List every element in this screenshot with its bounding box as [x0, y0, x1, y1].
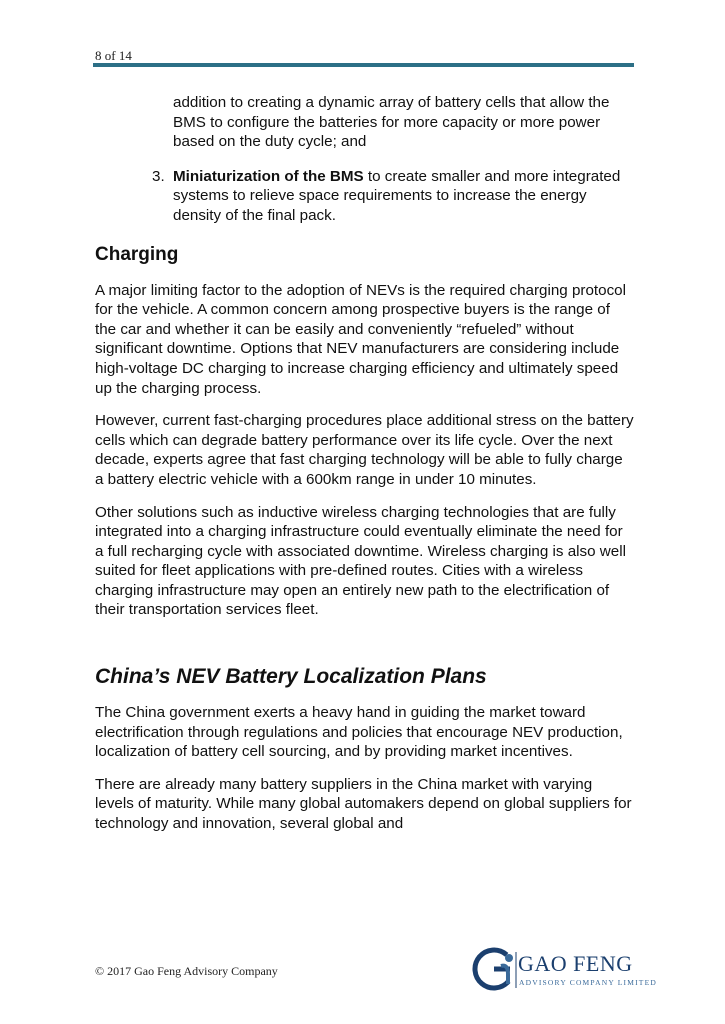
list-continuation: addition to creating a dynamic array of battery cells that allow the BMS to configure the batteries for more capacity or more power based on the duty cycle; and: [173, 94, 610, 151]
header-rule: [93, 63, 634, 67]
charging-heading: Charging: [95, 243, 179, 265]
charging-paragraph-2: However, current fast-charging procedures place additional stress on the battery cells which can degrade battery performance over its life cycle. Over the next decade, experts agree that fast charging technology will be able to fully charge a battery electric vehicle with a 600km range in under 10 minutes.: [95, 412, 634, 488]
page-number: 8 of 14: [95, 48, 132, 63]
list-item-bold: Miniaturization of the BMS: [173, 167, 364, 185]
logo-title: GAO FENG: [518, 951, 633, 976]
charging-paragraph-3: Other solutions such as inductive wireless charging technologies that are fully integrated into a charging infrastructure could eventually eliminate the need for a full recharging cycle with associated downtime. Wireless charging is also well suited for fleet applications with pre-defined routes. Cities with a wireless charging infrastructure may open an entirely new path to the electrification of their transportation services fleet.: [95, 503, 626, 619]
list-item-3: [95, 167, 635, 226]
list-item-text: to create smaller and more integrated systems to relieve space requirements to increase the energy density of the final pack.: [173, 167, 621, 224]
localization-paragraph-2: There are already many battery suppliers in the China market with varying levels of maturity. While many global automakers depend on global suppliers for technology and innovation, several global and: [95, 775, 632, 833]
logo-subtitle: ADVISORY COMPANY LIMITED: [519, 978, 657, 987]
list-number: 3.: [152, 167, 165, 185]
logo-mark-icon: [472, 946, 521, 992]
footer-copyright: © 2017 Gao Feng Advisory Company: [95, 964, 278, 978]
localization-paragraph-1: The China government exerts a heavy hand in guiding the market toward electrification through regulations and policies that encourage NEV production, localization of battery cell sourcing, and by providing market incentives.: [95, 704, 623, 761]
page-body: [95, 93, 635, 847]
charging-paragraph-1: A major limiting factor to the adoption of NEVs is the required charging protocol for the vehicle. A common concern among prospective buyers is the range of the car and whether it can be easily and conveniently “refueled” without significant downtime. Options that NEV manufacturers are considering include high-voltage DC charging to increase charging efficiency and ultimately speed up the charging process.: [95, 281, 626, 397]
localization-heading: China’s NEV Battery Localization Plans: [95, 665, 487, 689]
